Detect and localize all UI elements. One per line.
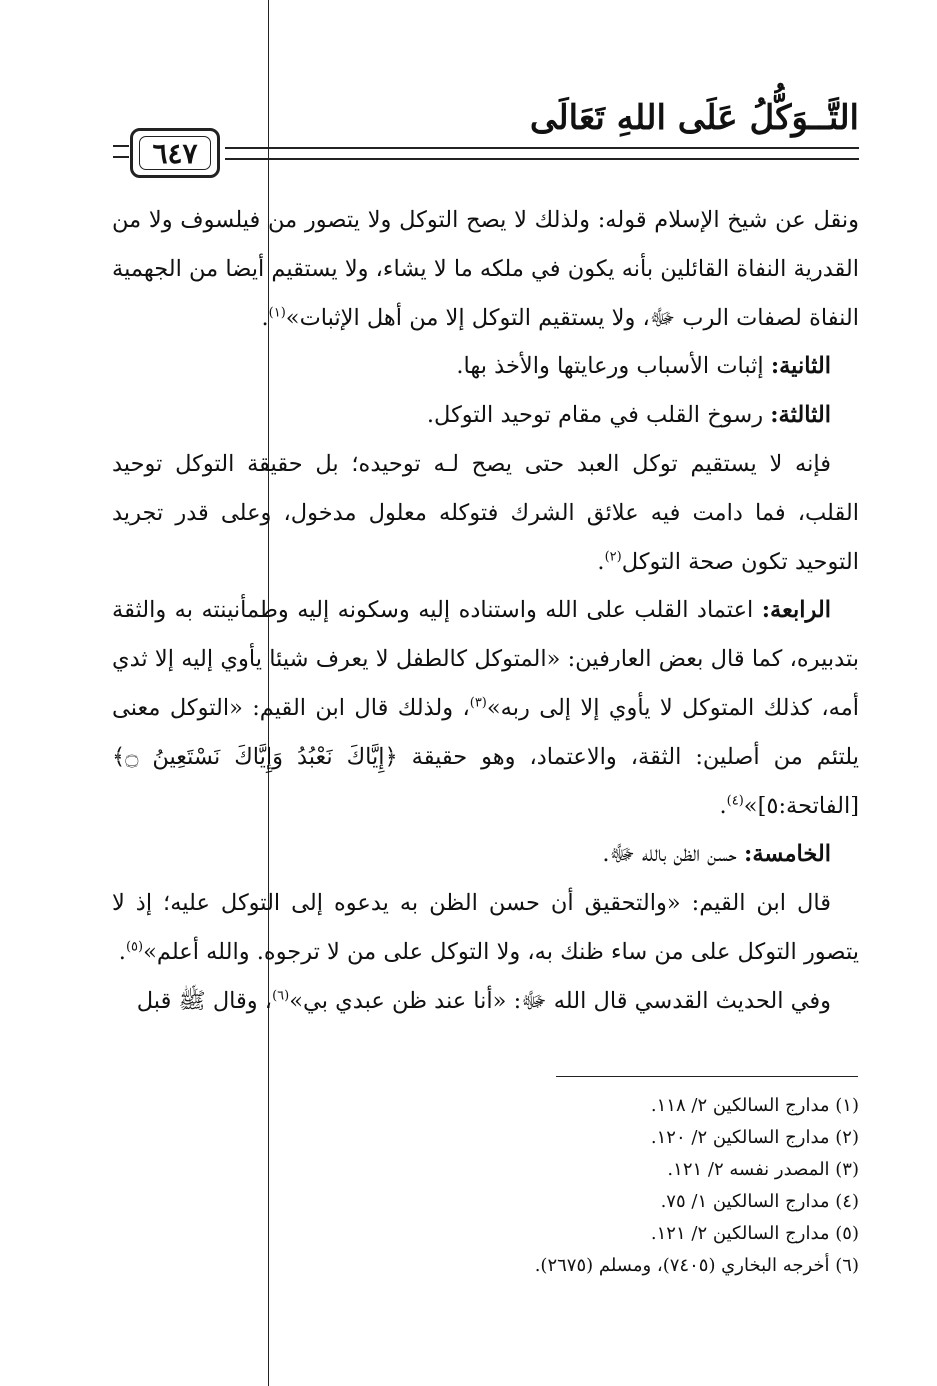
header-rule — [225, 147, 859, 160]
point-label: الثانية: — [770, 353, 831, 380]
paragraph-3: الثالثة: رسوخ القلب في مقام توحيد التوكل. — [426, 402, 831, 429]
footnote-item: (٦) أخرجه البخاري (٧٤٠٥)، ومسلم (٢٦٧٥). — [534, 1255, 859, 1276]
footnote-item: (٢) مدارج السالكين ٢/ ١٢٠. — [650, 1127, 859, 1148]
running-header-title: التَّــوَكُّلُ عَلَى اللهِ تَعَالَى — [529, 98, 859, 138]
paragraph-8: وفي الحديث القدسي قال الله ﷻ: «أنا عند ظن عبدي بي»$^{(٦)}$، وقال ﷺ قبل — [136, 987, 831, 1014]
footnote-item: (٥) مدارج السالكين ٢/ ١٢١. — [650, 1223, 859, 1244]
paragraph-4: فإنه لا يستقيم توكل العبد حتى يصح لـه توحيده؛ بل حقيقة التوكل توحيد القلب، فما دامت فيه علائق الشرك فتوكله معلول مدخول، وعلى قدر تجريد التوحيد تكون صحة التوكل$^{(٢)}$. — [112, 450, 859, 575]
footnote-ref-5: (٥) — [125, 939, 144, 955]
footnote-ref-1: (١) — [268, 305, 286, 321]
footnote-ref-2: (٢) — [604, 549, 622, 565]
point-label: الرابعة: — [761, 597, 831, 624]
page-number-box — [130, 128, 220, 178]
main-text — [112, 196, 859, 1026]
paragraph-7: قال ابن القيم: «والتحقيق أن حسن الظن به يدعوه إلى التوكل عليه؛ إذ لا يتصور التوكل على من ساء ظنك به، ولا التوكل على من لا ترجوه. والله أعلم»$^{(٥)}$. — [112, 890, 859, 965]
footnote-item: (٤) مدارج السالكين ١/ ٧٥. — [660, 1191, 859, 1212]
point-label: الخامسة: — [744, 841, 831, 868]
paragraph-1: ونقل عن شيخ الإسلام قوله: ولذلك لا يصح التوكل ولا يتصور من فيلسوف ولا من القدرية النفاة القائلين بأنه يكون في ملكه ما لا يشاء، ولا يستقيم أيضا من الجهمية النفاة لصفات الرب ﷻ، ولا يستقيم التوكل إلا من أهل الإثبات»$^{(١)}$. — [112, 207, 859, 331]
footnote-item: (١) مدارج السالكين ٢/ ١١٨. — [650, 1095, 859, 1116]
footnote-item: (٣) المصدر نفسه ٢/ ١٢١. — [667, 1159, 859, 1180]
footnote-ref-6: (٦) — [272, 988, 290, 1004]
page-number: ٦٤٧ — [139, 136, 211, 170]
paragraph-5: الرابعة: اعتماد القلب على الله واستناده إليه وسكونه إليه وطمأنينته به والثقة بتدبيره، كما قال بعض العارفين: «المتوكل كالطفل لا يعرف شيئا يأوي إليه إلا ثدي أمه، كذلك المتوكل لا يأوي إلا إلى ربه»$^{(٣)}$، ولذلك قال ابن القيم: «التوكل معنى يلتئم من أصلين: الثقة، والاعتماد، وهو حقيقة ﴿إِيَّاكَ نَعْبُدُ وَإِيَّاكَ نَسْتَعِينُ ۝﴾ [الفاتحة:٥]»$^{(٤)}$. — [112, 597, 860, 819]
point-label: الثالثة: — [770, 402, 831, 429]
paragraph-2: الثانية: إثبات الأسباب ورعايتها والأخذ بها. — [456, 353, 831, 380]
paragraph-6: الخامسة: حسن الظن بالله ﷻ. — [602, 841, 831, 868]
footnote-ref-3: (٣) — [469, 695, 487, 711]
footnotes — [112, 1090, 859, 1282]
page-number-ornament — [113, 145, 129, 158]
footnote-ref-4: (٤) — [726, 793, 744, 809]
footnote-separator — [556, 1076, 858, 1077]
